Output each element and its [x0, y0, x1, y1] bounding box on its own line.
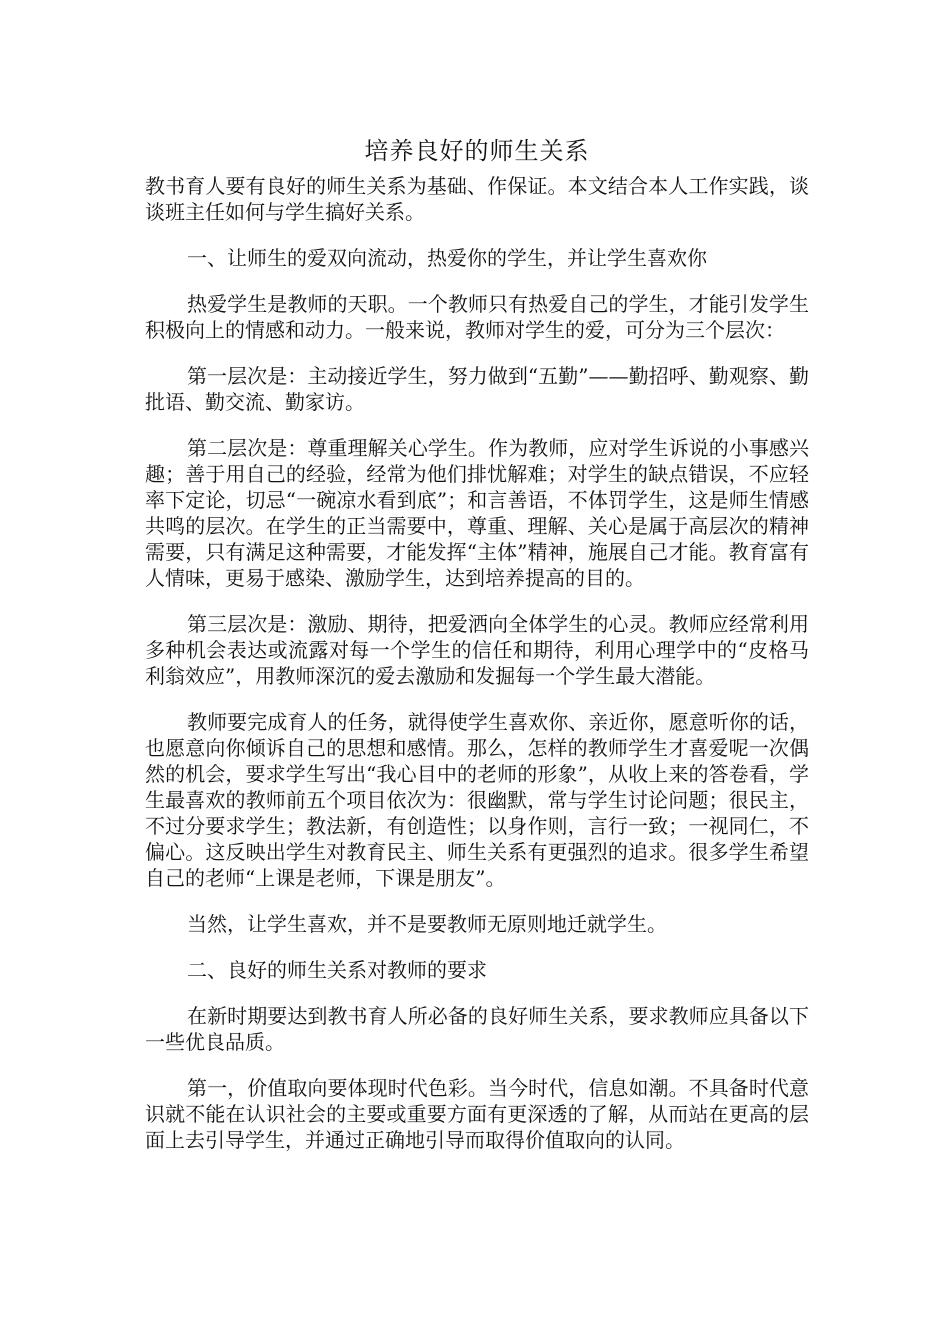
section-heading-2: 二、良好的师生关系对教师的要求 — [187, 958, 487, 982]
document-page — [145, 131, 809, 1173]
body-paragraph: 第一，价值取向要体现时代色彩。当今时代，信息如潮。不具备时代意识就不能在认识社会的主要或重要方面有更深透的了解，从而站在更高的层面上去引导学生，并通过正确地引导而取得价值取向的认同。 — [145, 1076, 809, 1152]
body-paragraph: 在新时期要达到教书育人所必备的良好师生关系，要求教师应具备以下一些优良品质。 — [145, 1004, 809, 1054]
body-paragraph: 热爱学生是教师的天职。一个教师只有热爱自己的学生，才能引发学生积极向上的情感和动力。一般来说，教师对学生的爱，可分为三个层次： — [145, 292, 809, 342]
body-paragraph: 第三层次是：激励、期待，把爱洒向全体学生的心灵。教师应经常利用多种机会表达或流露对每一个学生的信任和期待，利用心理学中的“皮格马利翁效应”，用教师深沉的爱去激励和发掘每一个学生最大潜能。 — [145, 612, 809, 688]
intro-paragraph: 教书育人要有良好的师生关系为基础、作保证。本文结合本人工作实践，谈谈班主任如何与学生搞好关系。 — [145, 174, 809, 224]
body-paragraph: 第一层次是：主动接近学生，努力做到“五勤”——勤招呼、勤观察、勤批语、勤交流、勤家访。 — [145, 364, 809, 414]
body-paragraph: 教师要完成育人的任务，就得使学生喜欢你、亲近你，愿意听你的话，也愿意向你倾诉自己的思想和感情。那么，怎样的教师学生才喜爱呢一次偶然的机会，要求学生写出“我心目中的老师的形象”，从收上来的答卷看，学生最喜欢的教师前五个项目依次为：很幽默，常与学生讨论问题；很民主，不过分要求学生；教法新，有创造性；以身作则，言行一致；一视同仁，不偏心。这反映出学生对教育民主、师生关系有更强烈的追求。很多学生希望自己的老师“上课是老师，下课是朋友”。 — [145, 710, 809, 890]
document-title: 培养良好的师生关系 — [364, 137, 590, 165]
body-paragraph: 当然，让学生喜欢，并不是要教师无原则地迁就学生。 — [187, 912, 667, 936]
body-paragraph: 第二层次是：尊重理解关心学生。作为教师，应对学生诉说的小事感兴趣；善于用自己的经验，经常为他们排忧解难；对学生的缺点错误，不应轻率下定论，切忌“一碗凉水看到底”；和言善语，不体罚学生，这是师生情感共鸣的层次。在学生的正当需要中，尊重、理解、关心是属于高层次的精神需要，只有满足这种需要，才能发挥“主体”精神，施展自己才能。教育富有人情味，更易于感染、激励学生，达到培养提高的目的。 — [145, 436, 809, 590]
section-heading-1: 一、让师生的爱双向流动，热爱你的学生，并让学生喜欢你 — [187, 246, 707, 270]
